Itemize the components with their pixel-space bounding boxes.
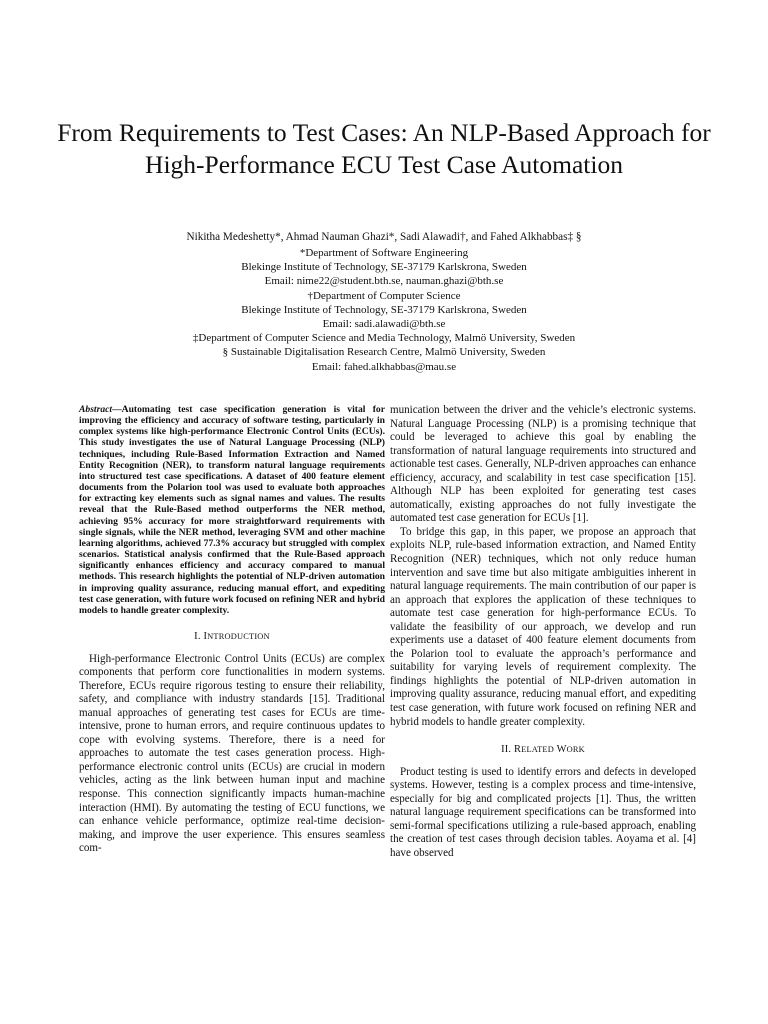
related-work-paragraph: Product testing is used to identify errors and defects in developed systems. However, testing is a complex process and time-intensive, especially for big and complicated projects [1]. Thus, the written natural language requirement specifications can be transformed into semi-formal specifications utilizing a rule-based approach, enabling the creation of test cases through decision tables. Aoyama et al. [4] have observed xyxy=(390,765,696,859)
section-heading-related-work xyxy=(390,743,696,757)
section-title-rest: ELATED xyxy=(521,745,554,755)
section-title-initial: R xyxy=(514,744,522,756)
left-column xyxy=(79,404,385,856)
intro-paragraph: To bridge this gap, in this paper, we propose an approach that exploits NLP, rule-based information extraction, and Named Entity Recognition (NER) techniques, which not only reduce human intervention and save time but also mitigate ambiguities inherent in natural language requirements. The main contribution of our paper is an approach that explores the application of these techniques to automate test case generation for high-performance ECUs. To validate the feasibility of our approach, we develop and run experiments use a dataset of 400 feature element documents from the Polarion tool to evaluate the approach’s performance and suitability for varying levels of requirement complexity. The findings highlights the potential of NLP-driven automation in improving quality assurance, reducing manual effort, and expediting test case generation, with future work focused on refining NER and hybrid models to handle greater complexity. xyxy=(390,525,696,728)
author-list: Nikitha Medeshetty*, Ahmad Nauman Ghazi*, Sadi Alawadi†, and Fahed Alkhabbas‡ § xyxy=(186,231,582,243)
email-line: Email: nime22@student.bth.se, nauman.ghazi@bth.se xyxy=(264,275,504,288)
section-title-rest: NTRODUCTION xyxy=(207,631,270,641)
abstract-label: Abstract xyxy=(79,404,113,415)
right-column xyxy=(390,404,696,861)
section-title-initial: W xyxy=(556,744,567,756)
email-line: Email: fahed.alkhabbas@mau.se xyxy=(311,360,457,373)
intro-paragraph: High-performance Electronic Control Units (ECUs) are complex components that perform core functionalities in modern systems. Therefore, ECUs require rigorous testing to ensure their reliability, safety, and compliance with industry standards [15]. Traditional manual approaches of generating test cases for ECUs are time-intensive, prone to human errors, and require continuous updates to cope with evolving systems. Therefore, there is a need for approaches to automate the test cases generation process. High-performance electronic control units (ECUs) are crucial in modern vehicles, acting as the link between human input and machine response. This connection significantly impacts human-machine interaction (HMI). By automating the testing of ECU functions, we can enhance vehicle performance, optimize real-time decision-making, and improve the user experience. This ensures seamless com- xyxy=(79,652,385,855)
affiliation-line: Blekinge Institute of Technology, SE-37179 Karlskrona, Sweden xyxy=(241,261,527,274)
paper-title: From Requirements to Test Cases: An NLP-Based Approach for High-Performance ECU Test Case Automation xyxy=(57,118,711,179)
affiliations xyxy=(40,246,728,374)
section-number: II. xyxy=(501,744,512,756)
affiliation-line: ‡Department of Computer Science and Media Technology, Malmö University, Sweden xyxy=(192,332,576,345)
affiliation-line: § Sustainable Digitalisation Research Centre, Malmö University, Sweden xyxy=(222,346,546,359)
intro-paragraph-continued: munication between the driver and the vehicle’s electronic systems. Natural Language Processing (NLP) is a promising technique that could be leveraged to achieve this goal by enabling the transformation of natural language requirements into structured and actionable test cases. Generally, NLP-driven approaches can enhance efficiency, accuracy, and scalability in test case specification [15]. Although NLP has been exploited for generating test cases automatically, existing approaches do not fully investigate the automated test case generation for ECUs [1]. xyxy=(390,404,696,525)
section-title-initial: I xyxy=(203,630,208,642)
abstract xyxy=(79,404,385,616)
section-number: I. xyxy=(194,630,201,642)
section-heading-introduction xyxy=(79,630,385,644)
abstract-text: —Automating test case specification generation is vital for improving the efficiency and accuracy of software testing, particularly in complex systems like high-performance Electronic Control Units (ECUs). This study investigates the use of Natural Language Processing (NLP) techniques, including Rule-Based Information Extraction and Named Entity Recognition (NER), to transform natural language requirements into structured test case specifications. A dataset of 400 feature element documents from the Polarion tool was used to evaluate both approaches for extracting key elements such as signal names and values. The results reveal that the Rule-Based method outperforms the NER method, achieving 95% accuracy for more straightforward requirements with single signals, while the NER method, leveraging SVM and other machine learning algorithms, achieved 77.3% accuracy but struggled with complex scenarios. Statistical analysis confirmed that the Rule-Based approach significantly enhances efficiency and accuracy compared to manual methods. This research highlights the potential of NLP-driven automation in improving quality assurance, reducing manual effort, and expediting test case generation, with future work focused on refining NER and hybrid models to handle greater complexity. xyxy=(79,404,385,616)
affiliation-line: †Department of Computer Science xyxy=(307,289,461,302)
section-title-rest: ORK xyxy=(566,745,585,755)
affiliation-line: Blekinge Institute of Technology, SE-37179 Karlskrona, Sweden xyxy=(241,303,527,316)
email-line: Email: sadi.alawadi@bth.se xyxy=(322,318,446,331)
affiliation-line: *Department of Software Engineering xyxy=(299,247,469,259)
